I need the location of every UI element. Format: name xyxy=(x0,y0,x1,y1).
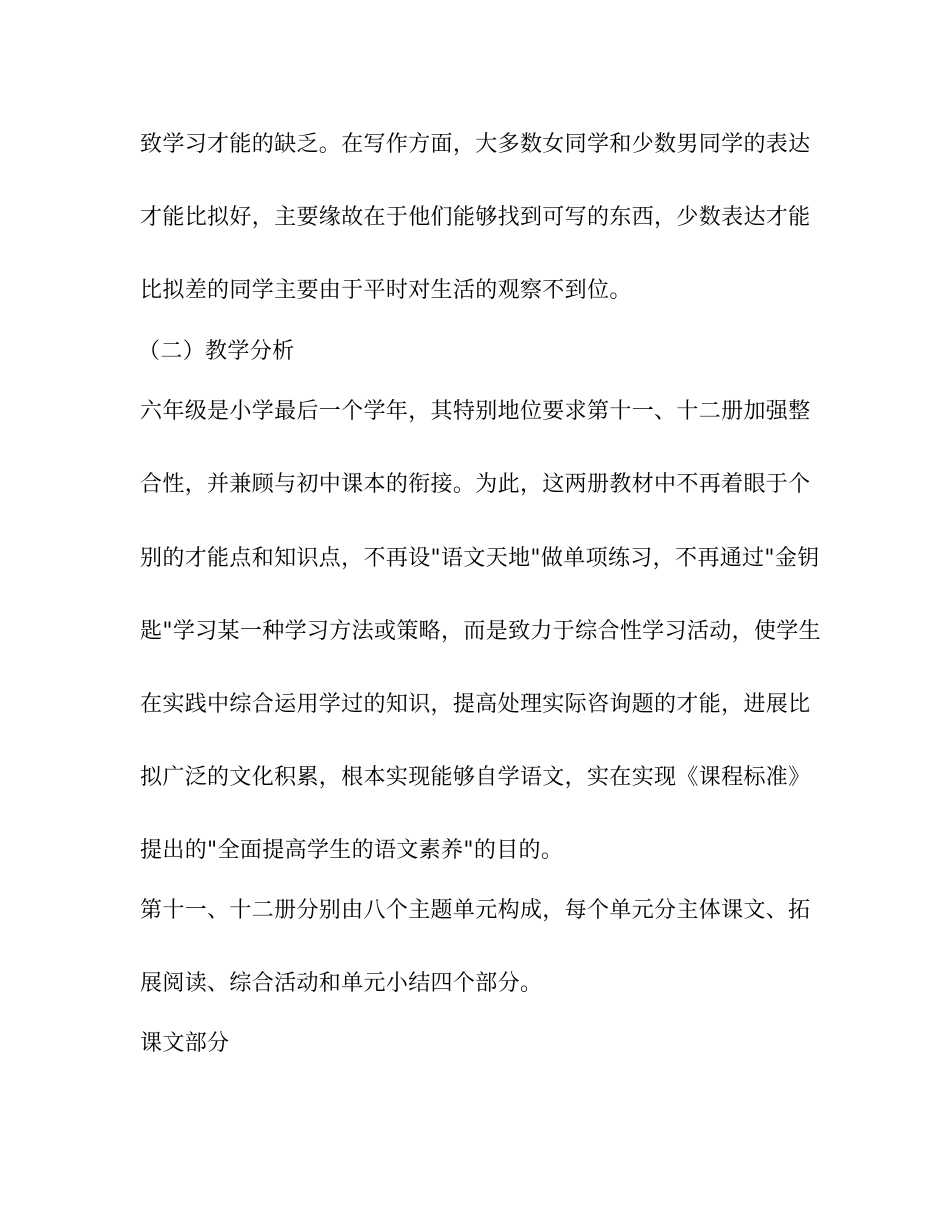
paragraph-line: 别的才能点和知识点，不再设"语文天地"做单项练习，不再通过"金钥 xyxy=(140,546,820,571)
paragraph-line: 匙"学习某一种学习方法或策略，而是致力于综合性学习活动，使学生 xyxy=(140,619,821,644)
subheading: 课文部分 xyxy=(140,1031,230,1056)
paragraph-line: 致学习才能的缺乏。在写作方面，大多数女同学和少数男同学的表达 xyxy=(140,132,811,157)
paragraph-line: 才能比拟好，主要缘故在于他们能够找到可写的东西，少数表达才能 xyxy=(140,205,811,230)
paragraph-line: 比拟差的同学主要由于平时对生活的观察不到位。 xyxy=(140,278,632,303)
paragraph-line: 六年级是小学最后一个学年，其特别地位要求第十一、十二册加强整 xyxy=(140,399,811,424)
paragraph-line: 提出的"全面提高学生的语文素养"的目的。 xyxy=(140,838,564,863)
section-heading: （二）教学分析 xyxy=(138,339,295,364)
paragraph-line: 拟广泛的文化积累，根本实现能够自学语文，实在实现《课程标准》 xyxy=(140,765,811,790)
paragraph-line: 展阅读、综合活动和单元小结四个部分。 xyxy=(140,971,543,996)
paragraph-line: 合性，并兼顾与初中课本的衔接。为此，这两册教材中不再着眼于个 xyxy=(140,472,811,497)
paragraph-line: 第十一、十二册分别由八个主题单元构成，每个单元分主体课文、拓 xyxy=(140,898,811,923)
paragraph-line: 在实践中综合运用学过的知识，提高处理实际咨询题的才能，进展比 xyxy=(140,692,811,717)
